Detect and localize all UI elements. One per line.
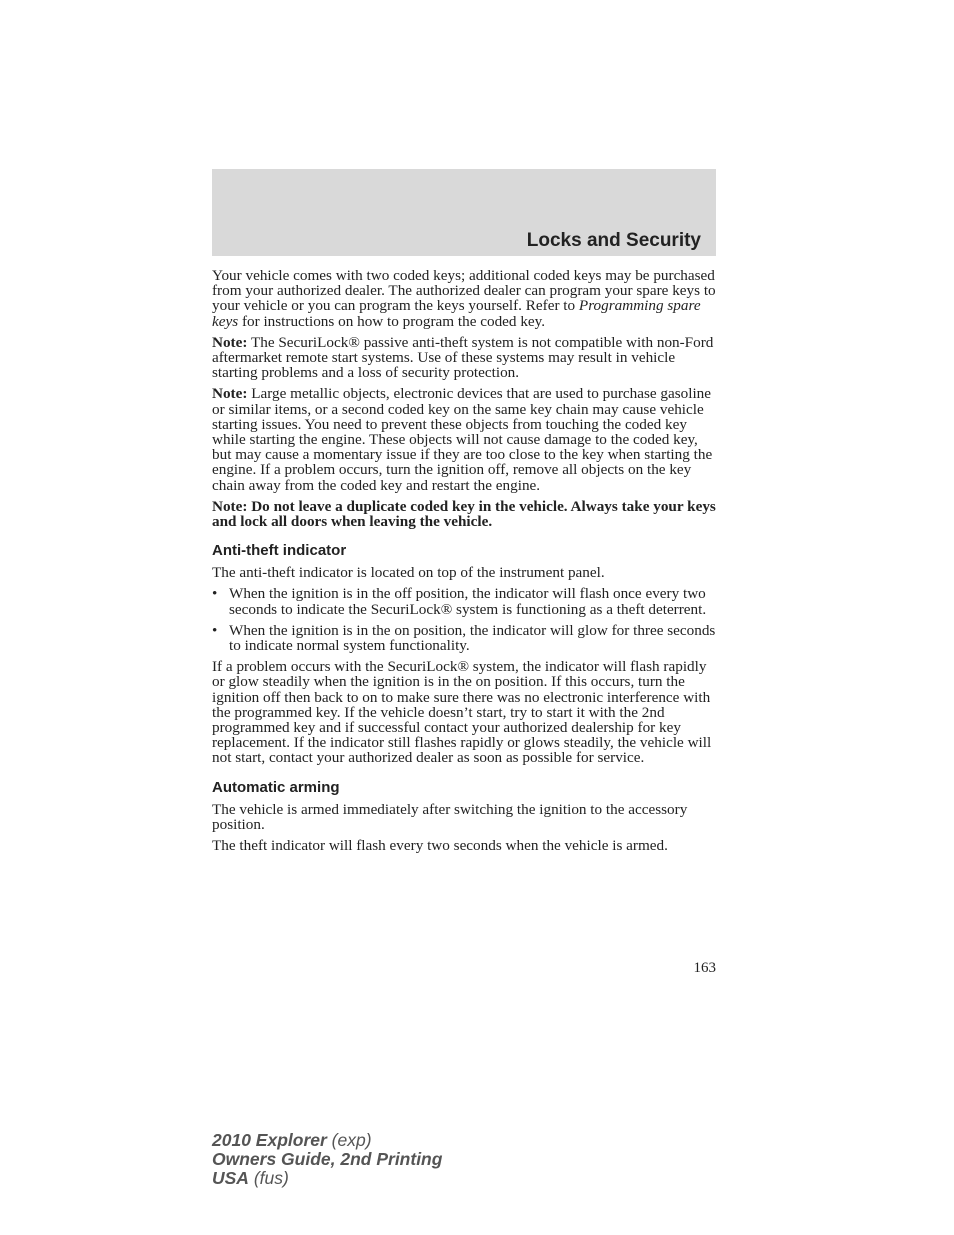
list-item — [212, 586, 716, 616]
footer-line-guide: Owners Guide, 2nd Printing — [212, 1149, 443, 1169]
footer-line-market — [212, 1169, 442, 1188]
page-content — [212, 268, 716, 859]
footer — [212, 1131, 442, 1188]
anti-theft-location: The anti-theft indicator is located on top of the instrument panel. — [212, 564, 605, 582]
automatic-arming-paragraph-2: The theft indicator will flash every two seconds when the vehicle is armed. — [212, 837, 668, 855]
note-duplicate-key: Note: Do not leave a duplicate coded key in the vehicle. Always take your keys and lock all doors when leaving the vehicle. — [212, 497, 716, 531]
footer-model: 2010 Explorer — [212, 1130, 327, 1150]
section-title: Locks and Security — [526, 230, 701, 251]
automatic-arming-paragraph-1: The vehicle is armed immediately after switching the ignition to the accessory position. — [212, 800, 688, 833]
note-remote-start — [212, 335, 716, 381]
page-number: 163 — [693, 960, 716, 976]
note-text: Large metallic objects, electronic devices that are used to purchase gasoline or similar items, or a second coded key on the same key chain may cause vehicle starting issues. You need to prevent these objects from touching the coded key while starting the engine. These objects will not cause damage to the coded key, but may cause a momentary issue if they are too close to the key when starting the engine. If a problem occurs, turn the ignition off, remove all objects on the key chain away from the coded key and restart the engine. — [212, 385, 713, 494]
note-text: The SecuriLock® passive anti-theft system is not compatible with non-Ford aftermarket remote start systems. Use of these systems may result in vehicle starting problems and a loss of security protection. — [212, 333, 714, 382]
note-metallic-objects — [212, 386, 716, 492]
footer-line-model — [212, 1131, 442, 1150]
anti-theft-problem-paragraph: If a problem occurs with the SecuriLock® system, the indicator will flash rapidly or glow steadily when the ignition is in the on position. If this occurs, turn the ignition off then back to on to make sure there was no electronic interference with the programmed key. If the vehicle doesn’t start, try to start it with the 2nd programmed key and if successful contact your authorized dealership for key replacement. If the indicator still flashes rapidly or glows steadily, the vehicle will not start, contact your authorized dealer as soon as possible for service. — [212, 658, 712, 767]
programming-spare-keys-reference: Programming spare keys — [212, 297, 701, 330]
intro-text-before: Your vehicle comes with two coded keys; additional coded keys may be purchased from your authorized dealer. The authorized dealer can program your spare keys to your vehicle or you can program the keys yourself. Refer to — [212, 267, 716, 315]
list-item-text: When the ignition is in the on position, the indicator will glow for three seconds to indicate normal system functionality. — [229, 621, 716, 655]
bullet-icon: • — [212, 585, 218, 603]
section-header-band — [212, 169, 716, 256]
bullet-icon: • — [212, 621, 218, 639]
intro-paragraph — [212, 268, 716, 329]
list-item — [212, 623, 716, 653]
footer-market-code: (fus) — [248, 1168, 289, 1188]
note-label: Note: — [212, 385, 248, 403]
footer-market: USA — [212, 1168, 249, 1188]
automatic-arming-heading: Automatic arming — [212, 778, 340, 796]
list-item-text: When the ignition is in the off position, the indicator will flash once every two seconds to indicate the SecuriLock® system is functioning as a theft deterrent. — [229, 585, 707, 618]
intro-text-after: for instructions on how to program the coded key. — [238, 312, 546, 330]
note-label: Note: — [212, 333, 248, 351]
footer-model-code: (exp) — [326, 1130, 372, 1150]
anti-theft-heading: Anti-theft indicator — [212, 542, 347, 560]
